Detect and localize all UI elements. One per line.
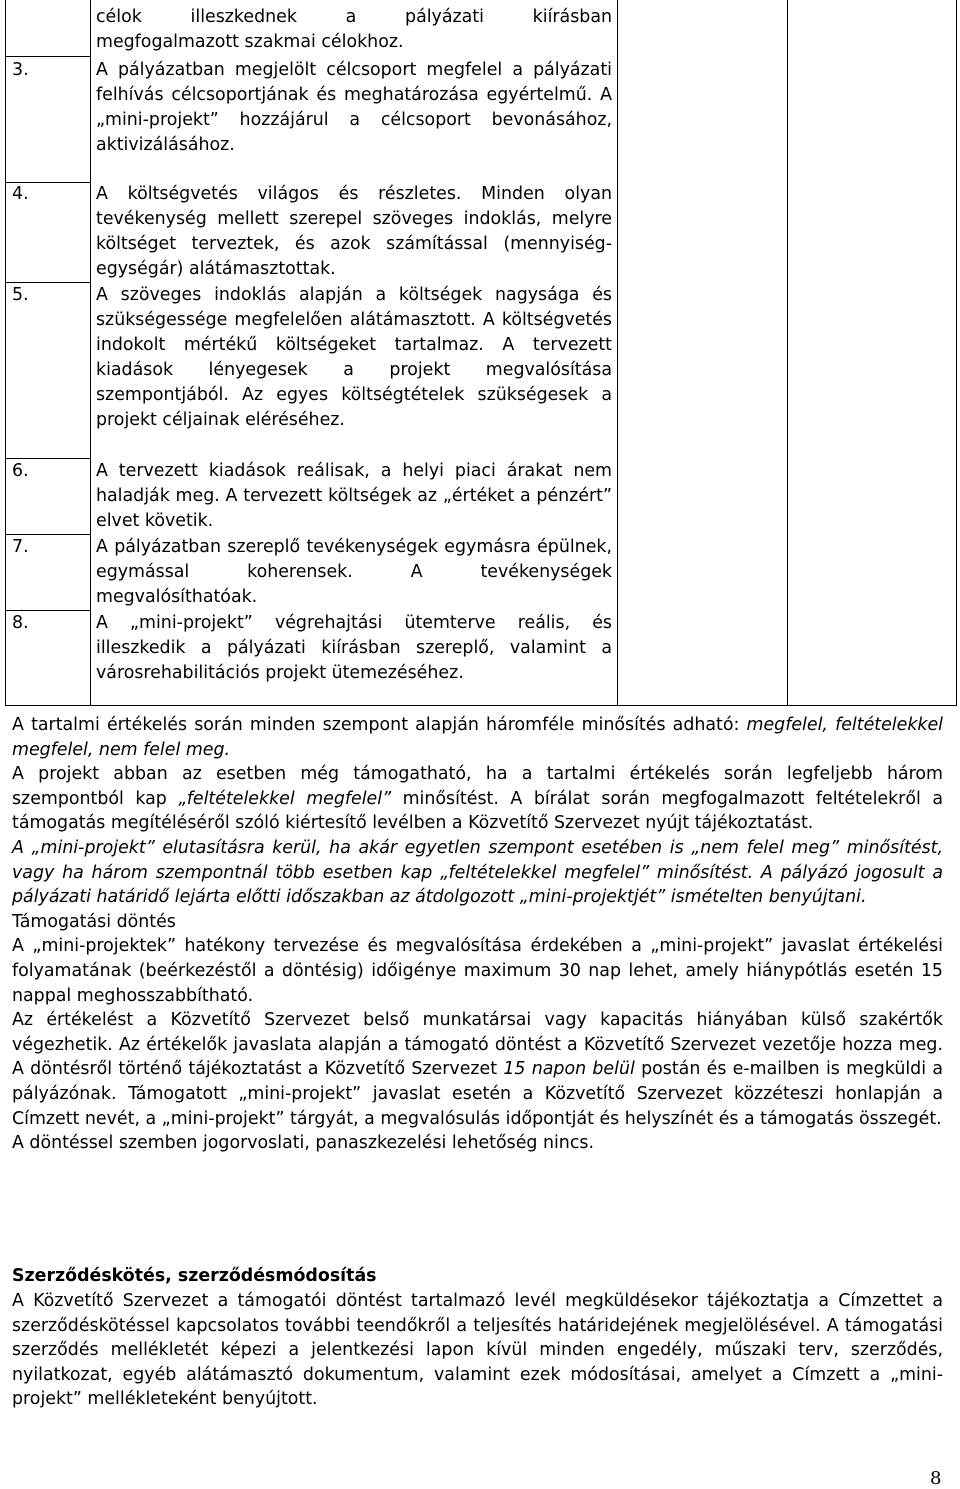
- criterion-text: A tervezett kiadások reálisak, a helyi piaci árakat nem haladják meg. A tervezett költségek az „értéket a pénzért” elvet követik.: [96, 461, 612, 532]
- criterion-text: A „mini-projekt” végrehajtási ütemterve reális, és illeszkedik a pályázati kiírásban szereplő, valamint a városrehabilitációs projekt ütemezéséhez.: [96, 613, 612, 684]
- paragraph-decision-process: [12, 1008, 943, 1131]
- criterion-number: 8.: [12, 613, 29, 633]
- criterion-text: A pályázatban megjelölt célcsoport megfelel a pályázati felhívás célcsoportjának és meghatározása egyértelmű. A „mini-projekt” hozzájárul a célcsoport bevonásához, aktivizálásához.: [96, 60, 612, 156]
- criterion-text: A pályázatban szereplő tevékenységek egymásra épülnek, egymással koherensek. A tevékenységek megvalósíthatóak.: [96, 537, 612, 608]
- criterion-text: A költségvetés világos és részletes. Minden olyan tevékenység mellett szerepel szöveges indoklás, melyre költséget terveztek, és azok számítással (mennyiség-egységár) alátámasztottak.: [96, 184, 612, 280]
- table-row-separator: [5, 56, 90, 57]
- criterion-continued-line-1: célok illeszkednek a pályázati kiírásban: [96, 7, 612, 27]
- conditional-text-a: A projekt abban az esetben még támogatható, ha a tartalmi értékelés során legfeljebb három szempontból kap: [12, 764, 943, 809]
- table-divider-score-column: [787, 0, 788, 705]
- criterion-number: 3.: [12, 60, 29, 80]
- criterion-number: 7.: [12, 537, 29, 557]
- decision-text-b: postán és e-mailben is megküldi a pályázónak. Támogatott „mini-projekt” javaslat esetén a Közvetítő Szervezet közzéteszi honlapján a Címzett nevét, a „mini-projekt” tárgyát, a megvalósulás időpontját és helyszínét és a támogatás összegét.: [12, 1059, 943, 1129]
- table-border-left: [5, 0, 6, 705]
- contract-section: [12, 1289, 943, 1412]
- subsection-title-support-decision: Támogatási döntés: [12, 911, 176, 932]
- section-heading: Szerződéskötés, szerződésmódosítás: [12, 1266, 377, 1286]
- evaluation-text: [12, 713, 943, 1156]
- conditional-term: „feltételekkel megfelel”: [178, 788, 392, 809]
- table-divider-number-column: [90, 0, 91, 705]
- ratings-list: megfelel, feltételekkel megfelel, nem felel meg.: [12, 715, 944, 760]
- decision-text-a: Az értékelést a Közvetítő Szervezet belső munkatársai vagy kapacitás hiányában külső szakértők végezhetik. Az értékelők javaslata alapján a támogató döntést a Közvetítő Szervezet vezetője hozza meg. A döntésről történő tájékoztatást a Közvetítő Szervezet: [12, 1010, 943, 1080]
- paragraph-evaluation-duration: A „mini-projektek” hatékony tervezése és megvalósítása érdekében a „mini-projekt” javaslat értékelési folyamatának (beérkezéstől a döntésig) időigénye maximum 30 nap lehet, amely hiánypótlás esetén 15 nappal meghosszabbítható.: [12, 936, 943, 1006]
- criterion-text: A szöveges indoklás alapján a költségek nagysága és szükségessége megfelelően alátámasztott. A költségvetés indokolt mértékű költségeket tartalmaz. A tervezett kiadások lényegesek a projekt megvalósítása szempontjából. Az egyes költségtételek szükségesek a projekt céljainak eléréséhez.: [96, 285, 612, 431]
- ratings-intro: A tartalmi értékelés során minden szempont alapján háromféle minősítés adható:: [12, 715, 747, 735]
- paragraph-no-appeal: A döntéssel szemben jogorvoslati, panaszkezelési lehetőség nincs.: [12, 1133, 594, 1154]
- paragraph-contract: A Közvetítő Szervezet a támogatói döntést tartalmazó levél megküldésekor tájékoztatja a Címzettet a szerződéskötéssel kapcsolatos további teendőkről a teljesítés határidejének megjelölésével. A támogatási szerződés mellékletét képezi a jelentkezési lapon kívül minden engedély, műszaki terv, szerződés, nyilatkozat, egyéb alátámasztó dokumentum, valamint ezek módosításai, amelyet a Címzett a „mini-projekt” mellékleteként benyújtott.: [12, 1291, 943, 1410]
- conditional-text-b: minősítést. A bírálat során megfogalmazott feltételekről a támogatás megítéléséről szóló kiértesítő levélben a Közvetítő Szervezet nyújt tájékoztatást.: [12, 788, 943, 834]
- decision-deadline: 15 napon belül: [503, 1059, 635, 1080]
- page-number: 8: [930, 1468, 942, 1489]
- criterion-continued-line-2: megfogalmazott szakmai célokhoz.: [96, 32, 404, 52]
- criterion-number: 5.: [12, 285, 29, 305]
- paragraph-ratings: [12, 713, 943, 762]
- criterion-number: 6.: [12, 461, 29, 481]
- table-divider-text-column: [617, 0, 618, 705]
- criterion-number: 4.: [12, 184, 29, 204]
- paragraph-rejection: A „mini-projekt” elutasításra kerül, ha akár egyetlen szempont esetében is „nem felel meg” minősítést, vagy ha három szempontnál több esetben kap „feltételekkel megfelel” minősítést. A pályázó jogosult a pályázati határidő lejárta előtti időszakban az átdolgozott „mini-projektjét” ismételten benyújtani.: [12, 837, 943, 908]
- paragraph-conditional-support: [12, 762, 943, 836]
